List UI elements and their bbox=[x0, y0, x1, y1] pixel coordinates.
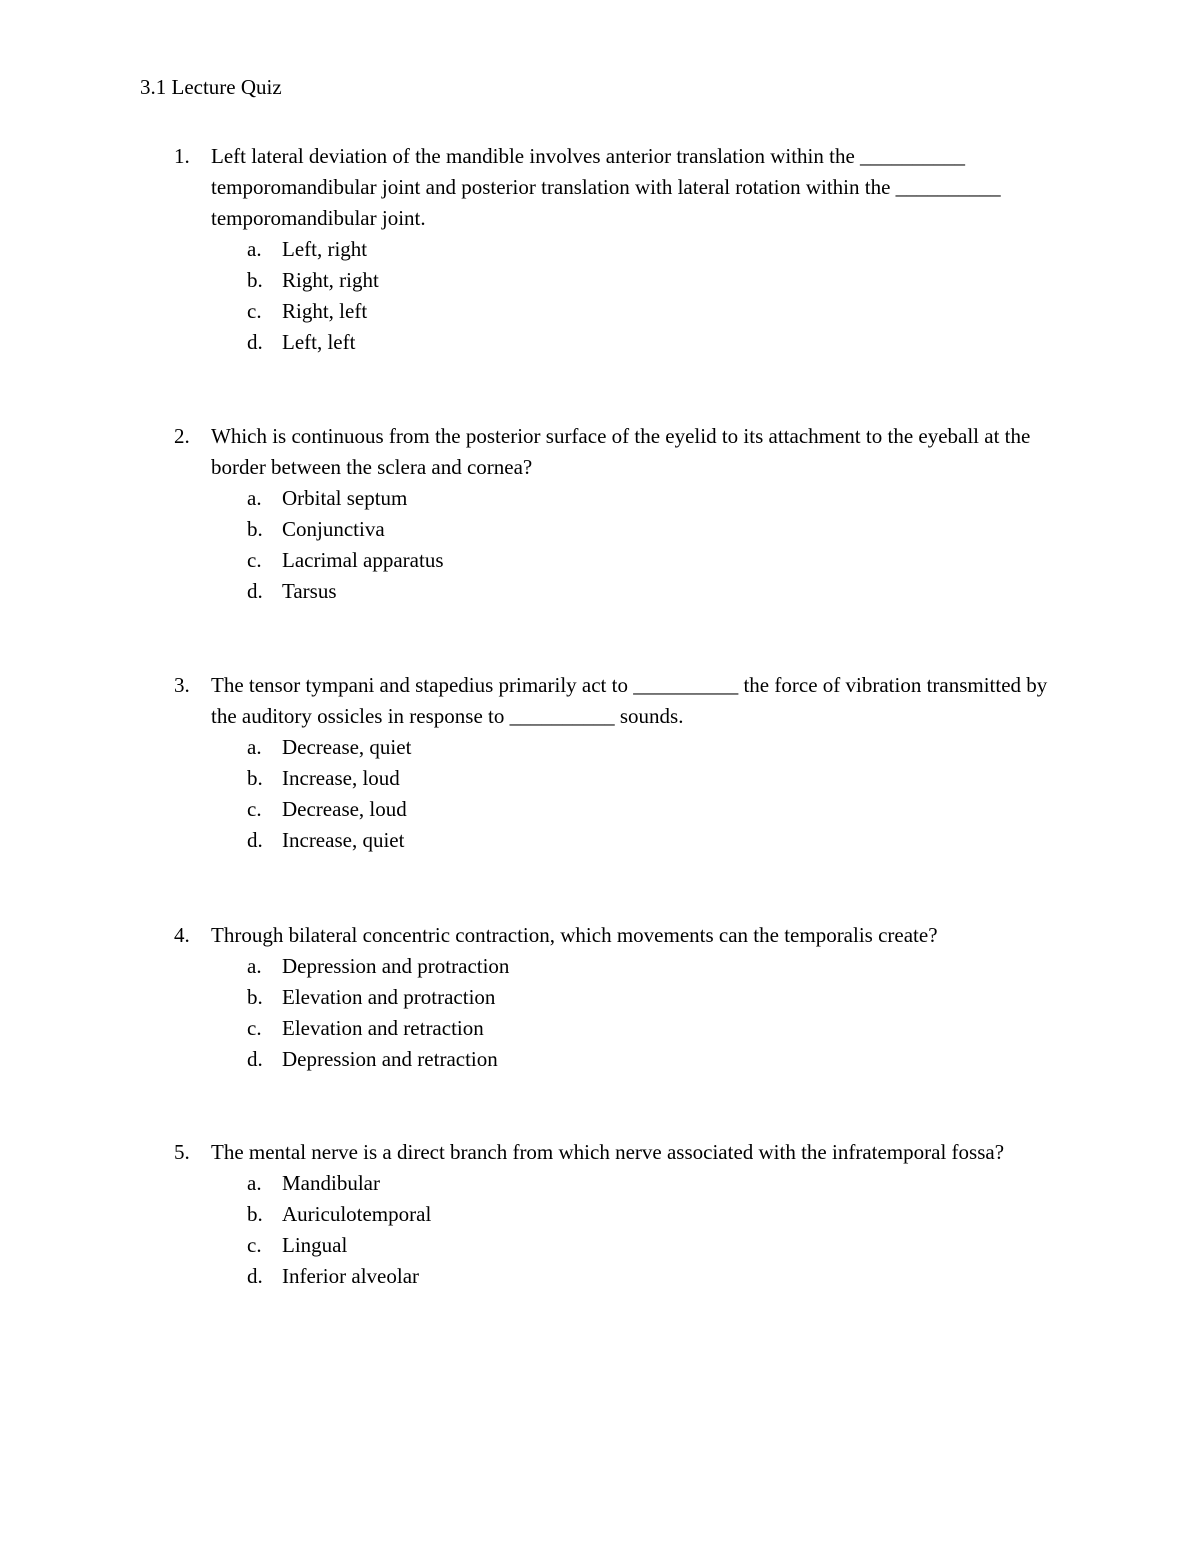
answer-option bbox=[247, 514, 1054, 545]
answer-options bbox=[247, 732, 1054, 856]
option-letter: a. bbox=[247, 1171, 262, 1195]
answer-option bbox=[247, 327, 1054, 358]
option-text: Elevation and protraction bbox=[282, 985, 496, 1009]
answer-options bbox=[247, 483, 1054, 607]
question-number: 2. bbox=[174, 424, 190, 448]
option-letter: d. bbox=[247, 330, 263, 354]
option-text: Orbital septum bbox=[282, 486, 408, 510]
question-text: Left lateral deviation of the mandible involves anterior translation within the __________ temporomandibular joint and posterior translation with lateral rotation within the __________ temporomandibular joint. bbox=[211, 144, 1001, 230]
question-5 bbox=[174, 1137, 1054, 1292]
answer-options bbox=[247, 951, 1054, 1075]
answer-option bbox=[247, 982, 1054, 1013]
option-text: Mandibular bbox=[282, 1171, 380, 1195]
question-number: 5. bbox=[174, 1140, 190, 1164]
answer-option bbox=[247, 1261, 1054, 1292]
question-3 bbox=[174, 670, 1054, 856]
answer-option bbox=[247, 951, 1054, 982]
answer-option bbox=[247, 732, 1054, 763]
option-letter: d. bbox=[247, 1047, 263, 1071]
question-text: Through bilateral concentric contraction, which movements can the temporalis create? bbox=[211, 923, 938, 947]
answer-option bbox=[247, 763, 1054, 794]
option-text: Conjunctiva bbox=[282, 517, 385, 541]
option-letter: c. bbox=[247, 299, 262, 323]
answer-options bbox=[247, 234, 1054, 358]
option-letter: b. bbox=[247, 268, 263, 292]
answer-option bbox=[247, 296, 1054, 327]
option-letter: b. bbox=[247, 1202, 263, 1226]
option-letter: c. bbox=[247, 797, 262, 821]
question-text: Which is continuous from the posterior surface of the eyelid to its attachment to the eyeball at the border between the sclera and cornea? bbox=[211, 424, 1031, 479]
answer-option bbox=[247, 265, 1054, 296]
question-4 bbox=[174, 920, 1054, 1075]
question-text: The mental nerve is a direct branch from which nerve associated with the infratemporal fossa? bbox=[211, 1140, 1005, 1164]
question-row bbox=[174, 920, 1054, 951]
question-row bbox=[174, 670, 1054, 732]
option-text: Depression and retraction bbox=[282, 1047, 498, 1071]
option-text: Auriculotemporal bbox=[282, 1202, 432, 1226]
option-letter: c. bbox=[247, 548, 262, 572]
answer-option bbox=[247, 1044, 1054, 1075]
answer-option bbox=[247, 545, 1054, 576]
answer-option bbox=[247, 234, 1054, 265]
page-title: 3.1 Lecture Quiz bbox=[140, 75, 282, 99]
option-letter: b. bbox=[247, 517, 263, 541]
option-text: Increase, quiet bbox=[282, 828, 405, 852]
question-row bbox=[174, 141, 1054, 234]
answer-option bbox=[247, 794, 1054, 825]
question-row bbox=[174, 1137, 1054, 1168]
option-text: Decrease, loud bbox=[282, 797, 407, 821]
answer-options bbox=[247, 1168, 1054, 1292]
question-number: 3. bbox=[174, 673, 190, 697]
question-1 bbox=[174, 141, 1054, 358]
option-letter: a. bbox=[247, 735, 262, 759]
answer-option bbox=[247, 1230, 1054, 1261]
option-text: Left, left bbox=[282, 330, 356, 354]
option-letter: c. bbox=[247, 1016, 262, 1040]
answer-option bbox=[247, 1199, 1054, 1230]
option-text: Lingual bbox=[282, 1233, 348, 1257]
option-letter: a. bbox=[247, 486, 262, 510]
option-letter: d. bbox=[247, 579, 263, 603]
answer-option bbox=[247, 576, 1054, 607]
answer-option bbox=[247, 483, 1054, 514]
question-number: 1. bbox=[174, 144, 190, 168]
option-letter: b. bbox=[247, 985, 263, 1009]
option-letter: d. bbox=[247, 1264, 263, 1288]
option-text: Inferior alveolar bbox=[282, 1264, 420, 1288]
option-letter: b. bbox=[247, 766, 263, 790]
option-letter: a. bbox=[247, 954, 262, 978]
question-text: The tensor tympani and stapedius primarily act to __________ the force of vibration transmitted by the auditory ossicles in response to __________ sounds. bbox=[211, 673, 1048, 728]
option-text: Decrease, quiet bbox=[282, 735, 412, 759]
option-letter: a. bbox=[247, 237, 262, 261]
option-text: Elevation and retraction bbox=[282, 1016, 484, 1040]
option-text: Left, right bbox=[282, 237, 368, 261]
answer-option bbox=[247, 1168, 1054, 1199]
option-text: Increase, loud bbox=[282, 766, 400, 790]
answer-option bbox=[247, 1013, 1054, 1044]
answer-option bbox=[247, 825, 1054, 856]
option-letter: d. bbox=[247, 828, 263, 852]
option-text: Lacrimal apparatus bbox=[282, 548, 444, 572]
question-number: 4. bbox=[174, 923, 190, 947]
option-letter: c. bbox=[247, 1233, 262, 1257]
question-row bbox=[174, 421, 1054, 483]
option-text: Depression and protraction bbox=[282, 954, 510, 978]
option-text: Right, right bbox=[282, 268, 379, 292]
question-2 bbox=[174, 421, 1054, 607]
option-text: Right, left bbox=[282, 299, 368, 323]
option-text: Tarsus bbox=[282, 579, 337, 603]
